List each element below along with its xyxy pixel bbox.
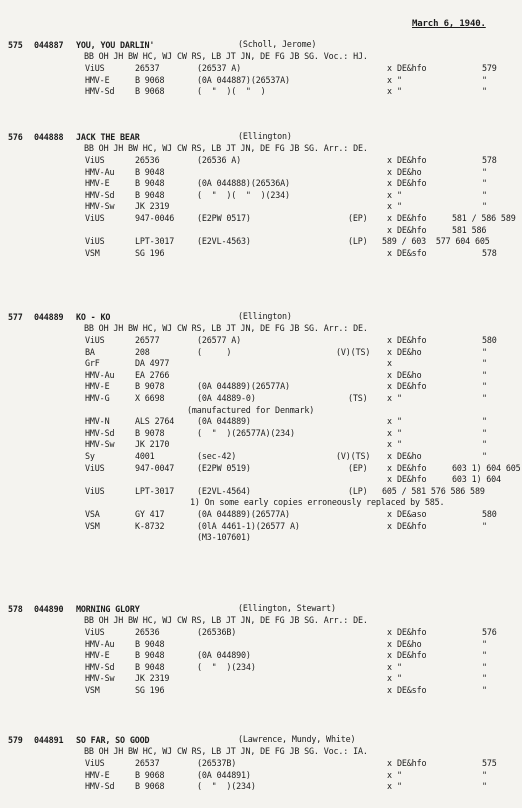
issue-number: JK 2319: [135, 201, 170, 212]
cross-reference: ": [482, 439, 487, 450]
issue-mark: x: [387, 224, 392, 235]
composer-credit: (Ellington): [238, 131, 292, 141]
issue-description: ": [397, 439, 402, 450]
issue-description: ": [397, 661, 402, 672]
issue-description: DE&hfo: [397, 462, 427, 473]
issue-description: DE&hfo: [397, 63, 427, 73]
issue-number: 4001: [135, 451, 155, 461]
matrix-reference: ( " )( " )(234): [197, 189, 290, 200]
session-date: March 6, 1940.: [412, 19, 486, 29]
cross-reference: ": [482, 650, 487, 661]
matrix-reference: (M3-107601): [197, 532, 251, 543]
issue-description: DE&hfo: [397, 758, 427, 768]
issue-number: SG 196: [135, 685, 165, 695]
issue-label: HMV-N: [85, 416, 110, 427]
issue-label: ViUS: [85, 335, 105, 345]
issue-number: B 9068: [135, 86, 165, 97]
issue-number: 947-0046: [135, 213, 175, 223]
issue-label: ViUS: [85, 63, 105, 73]
issue-description: ": [397, 781, 402, 792]
song-title: KO - KO: [76, 312, 111, 322]
issue-description: DE&hfo: [397, 155, 427, 165]
issue-number: ALS 2764: [135, 416, 175, 427]
footnote: 1) On some early copies erroneously replaced by 585.: [190, 497, 445, 508]
issue-number: 26577: [135, 335, 160, 345]
issue-label: HMV-G: [85, 393, 110, 403]
issue-number: B 9048: [135, 638, 165, 649]
issue-mark: x: [387, 462, 392, 473]
issue-number: JK 2319: [135, 673, 170, 684]
cross-reference: ": [482, 346, 487, 357]
cross-reference: ": [482, 178, 487, 189]
issue-label: VSA: [85, 509, 100, 519]
issue-description: DE&hfo: [397, 335, 427, 345]
matrix-seq-number: 577: [8, 312, 23, 322]
issue-label: VSM: [85, 247, 100, 258]
issue-description: DE&ho: [397, 166, 422, 177]
matrix-reference: (0A 44889-0): [197, 393, 256, 403]
issue-mark: x: [387, 439, 392, 450]
issue-label: VSM: [85, 685, 100, 695]
issue-description: ": [397, 74, 402, 85]
issue-number: B 9078: [135, 427, 165, 438]
matrix-reference: (26537B): [197, 758, 237, 768]
matrix-reference: (0A 044889): [197, 416, 251, 427]
matrix-reference: (26537 A): [197, 63, 242, 73]
issue-label: HMV-E: [85, 178, 110, 189]
matrix-reference: (0A 044889)(26577A): [197, 509, 290, 519]
matrix-reference: (26536B): [197, 627, 237, 637]
format-tag: (EP): [348, 213, 368, 223]
issue-description: DE&hfo: [397, 213, 427, 223]
matrix-number: 044887: [34, 40, 64, 50]
issue-number: DA 4977: [135, 358, 170, 369]
issue-label: HMV-Sd: [85, 781, 115, 792]
issue-mark: x: [387, 638, 392, 649]
issue-mark: x: [387, 758, 392, 768]
issue-description: DE&sfo: [397, 685, 427, 695]
cross-reference: ": [482, 781, 487, 792]
issue-label: HMV-E: [85, 650, 110, 661]
issue-label: Sy: [85, 451, 95, 461]
issue-description: ": [397, 201, 402, 212]
issue-mark: x: [387, 213, 392, 223]
matrix-reference: (0A 044889)(26577A): [197, 381, 290, 392]
matrix-reference: (E2VL-4563): [197, 236, 251, 247]
issue-description: DE&hfo: [397, 381, 427, 392]
issue-label: ViUS: [85, 213, 105, 223]
issue-number: GY 417: [135, 509, 165, 519]
issue-mark: x: [387, 781, 392, 792]
matrix-reference: (sec-42): [197, 451, 237, 461]
issue-label: GrF: [85, 358, 100, 369]
composer-credit: (Ellington): [238, 311, 292, 321]
issue-label: HMV-E: [85, 74, 110, 85]
issue-mark: x: [387, 381, 392, 392]
issue-number: B 9068: [135, 769, 165, 780]
cross-reference: ": [482, 520, 487, 531]
issue-mark: x: [387, 335, 392, 345]
cross-reference: ": [482, 685, 487, 695]
issue-mark: x: [387, 155, 392, 165]
issue-description: DE&hfo: [397, 650, 427, 661]
issue-description: DE&aso: [397, 509, 427, 519]
issue-description: ": [397, 416, 402, 427]
issue-number: JK 2170: [135, 439, 170, 450]
issue-mark: x: [387, 346, 392, 357]
cross-reference: ": [482, 451, 487, 461]
issue-description: DE&ho: [397, 638, 422, 649]
issue-number: B 9068: [135, 74, 165, 85]
cross-reference: ": [482, 86, 487, 97]
issue-mark: x: [387, 358, 392, 369]
issue-description: DE&hfo: [397, 474, 427, 485]
matrix-reference: (0A 044888)(26536A): [197, 178, 290, 189]
issue-mark: x: [387, 201, 392, 212]
issue-label: HMV-Au: [85, 638, 115, 649]
issue-mark: x: [387, 427, 392, 438]
issue-description: ": [397, 189, 402, 200]
matrix-number: 044889: [34, 312, 64, 322]
composer-credit: (Lawrence, Mundy, White): [238, 734, 356, 744]
cross-reference: ": [482, 74, 487, 85]
song-title: SO FAR, SO GOOD: [76, 735, 150, 745]
issue-mark: x: [387, 86, 392, 97]
issue-mark: x: [387, 627, 392, 637]
cross-reference: 580: [482, 509, 497, 519]
matrix-reference: ( " )( " ): [197, 86, 266, 97]
issue-description: ": [397, 427, 402, 438]
cross-reference: ": [482, 638, 487, 649]
issue-description: ": [397, 393, 402, 403]
issue-description: 605 / 581 576 586 589: [382, 485, 485, 496]
matrix-reference: (0A 044891): [197, 769, 251, 780]
matrix-reference: (E2VL-4564): [197, 485, 251, 496]
issue-mark: x: [387, 369, 392, 380]
cross-reference: ": [482, 673, 487, 684]
matrix-reference: (0lA 4461-1)(26577 A): [197, 520, 300, 531]
format-tag: (EP): [348, 462, 368, 473]
cross-reference: 603 1) 604: [452, 474, 501, 485]
matrix-seq-number: 579: [8, 735, 23, 745]
matrix-reference: (26577 A): [197, 335, 242, 345]
issue-description: 589 / 603 577 604 605: [382, 236, 490, 247]
issue-description: ": [397, 673, 402, 684]
issue-label: HMV-Sd: [85, 427, 115, 438]
personnel-line: BB OH JH BW HC, WJ CW RS, LB JT JN, DE FG JB SG. Arr.: DE.: [84, 143, 368, 153]
issue-mark: x: [387, 769, 392, 780]
issue-number: B 9048: [135, 189, 165, 200]
issue-number: 26536: [135, 627, 160, 637]
cross-reference: ": [482, 769, 487, 780]
issue-number: LPT-3017: [135, 236, 175, 247]
issue-mark: x: [387, 166, 392, 177]
format-tag: (LP): [348, 236, 368, 247]
issue-label: HMV-E: [85, 381, 110, 392]
cross-reference: ": [482, 166, 487, 177]
personnel-line: BB OH JH BW HC, WJ CW RS, LB JT JN, DE FG JB SG. Voc.: HJ.: [84, 51, 368, 61]
matrix-number: 044891: [34, 735, 64, 745]
issue-number: 26536: [135, 155, 160, 165]
issue-number: B 9048: [135, 661, 165, 672]
issue-mark: x: [387, 520, 392, 531]
issue-description: ": [397, 86, 402, 97]
cross-reference: 581 / 586 589: [452, 213, 516, 223]
issue-label: HMV-Sd: [85, 86, 115, 97]
issue-description: DE&sfo: [397, 247, 427, 258]
issue-number: 26537: [135, 63, 160, 73]
issue-mark: x: [387, 178, 392, 189]
matrix-reference: (manufactured for Denmark): [187, 404, 315, 415]
composer-credit: (Scholl, Jerome): [238, 39, 317, 49]
format-tag: (V)(TS): [336, 451, 371, 461]
composer-credit: (Ellington, Stewart): [238, 603, 336, 613]
matrix-seq-number: 575: [8, 40, 23, 50]
format-tag: (TS): [348, 393, 368, 403]
issue-label: HMV-E: [85, 769, 110, 780]
issue-label: HMV-Sw: [85, 201, 115, 212]
cross-reference: ": [482, 427, 487, 438]
song-title: JACK THE BEAR: [76, 132, 140, 142]
matrix-reference: ( ): [197, 346, 232, 357]
cross-reference: 578: [482, 155, 497, 165]
issue-number: X 6698: [135, 393, 165, 403]
matrix-reference: (E2PW 0519): [197, 462, 251, 473]
format-tag: (LP): [348, 485, 368, 496]
issue-label: HMV-Sd: [85, 189, 115, 200]
issue-description: DE&hfo: [397, 627, 427, 637]
issue-mark: x: [387, 685, 392, 695]
cross-reference: 603 1) 604 605: [452, 462, 521, 473]
issue-mark: x: [387, 661, 392, 672]
cross-reference: ": [482, 661, 487, 672]
issue-number: B 9048: [135, 178, 165, 189]
issue-description: ": [397, 769, 402, 780]
personnel-line: BB OH JH BW HC, WJ CW RS, LB JT JN, DE FG JB SG. Voc.: IA.: [84, 746, 368, 756]
cross-reference: 578: [482, 247, 497, 258]
issue-mark: x: [387, 509, 392, 519]
personnel-line: BB OH JH BW HC, WJ CW RS, LB JT JN, DE FG JB SG. Arr.: DE.: [84, 323, 368, 333]
issue-number: K-8732: [135, 520, 165, 531]
issue-mark: x: [387, 416, 392, 427]
issue-mark: x: [387, 673, 392, 684]
cross-reference: ": [482, 416, 487, 427]
cross-reference: 580: [482, 335, 497, 345]
issue-label: HMV-Sw: [85, 439, 115, 450]
issue-label: BA: [85, 346, 95, 357]
issue-description: DE&ho: [397, 346, 422, 357]
issue-label: HMV-Sd: [85, 661, 115, 672]
issue-description: DE&ho: [397, 369, 422, 380]
issue-label: HMV-Sw: [85, 673, 115, 684]
matrix-seq-number: 576: [8, 132, 23, 142]
matrix-reference: (0A 044887)(26537A): [197, 74, 290, 85]
issue-number: B 9068: [135, 781, 165, 792]
issue-label: ViUS: [85, 155, 105, 165]
issue-description: DE&hfo: [397, 520, 427, 531]
matrix-reference: (0A 044890): [197, 650, 251, 661]
issue-number: 26537: [135, 758, 160, 768]
cross-reference: 575: [482, 758, 497, 768]
cross-reference: 576: [482, 627, 497, 637]
matrix-number: 044890: [34, 604, 64, 614]
issue-mark: x: [387, 474, 392, 485]
issue-description: DE&ho: [397, 451, 422, 461]
issue-mark: x: [387, 74, 392, 85]
issue-number: EA 2766: [135, 369, 170, 380]
issue-number: B 9048: [135, 650, 165, 661]
issue-label: ViUS: [85, 462, 105, 473]
issue-number: 947-0047: [135, 462, 175, 473]
issue-number: B 9048: [135, 166, 165, 177]
matrix-reference: (E2PW 0517): [197, 213, 251, 223]
issue-label: ViUS: [85, 758, 105, 768]
issue-number: LPT-3017: [135, 485, 175, 496]
cross-reference: ": [482, 189, 487, 200]
issue-label: HMV-Au: [85, 166, 115, 177]
matrix-reference: ( " )(26577A)(234): [197, 427, 295, 438]
issue-number: SG 196: [135, 247, 165, 258]
issue-mark: x: [387, 247, 392, 258]
cross-reference: ": [482, 201, 487, 212]
issue-description: DE&hfo: [397, 224, 427, 235]
format-tag: (V)(TS): [336, 346, 371, 357]
cross-reference: 581 586: [452, 224, 487, 235]
issue-description: DE&hfo: [397, 178, 427, 189]
cross-reference: ": [482, 369, 487, 380]
matrix-reference: ( " )(234): [197, 781, 256, 792]
matrix-reference: (26536 A): [197, 155, 242, 165]
issue-mark: x: [387, 451, 392, 461]
issue-mark: x: [387, 650, 392, 661]
issue-number: 208: [135, 346, 150, 357]
issue-mark: x: [387, 63, 392, 73]
matrix-reference: ( " )(234): [197, 661, 256, 672]
personnel-line: BB OH JH BW HC, WJ CW RS, LB JT JN, DE FG JB SG. Arr.: DE.: [84, 615, 368, 625]
cross-reference: ": [482, 381, 487, 392]
issue-label: VSM: [85, 520, 100, 531]
matrix-seq-number: 578: [8, 604, 23, 614]
matrix-number: 044888: [34, 132, 64, 142]
song-title: YOU, YOU DARLIN': [76, 40, 155, 50]
cross-reference: ": [482, 358, 487, 369]
cross-reference: ": [482, 393, 487, 403]
issue-label: ViUS: [85, 236, 105, 247]
issue-label: ViUS: [85, 485, 105, 496]
issue-mark: x: [387, 189, 392, 200]
issue-label: ViUS: [85, 627, 105, 637]
issue-mark: x: [387, 393, 392, 403]
song-title: MORNING GLORY: [76, 604, 140, 614]
issue-label: HMV-Au: [85, 369, 115, 380]
issue-number: B 9078: [135, 381, 165, 392]
cross-reference: 579: [482, 63, 497, 73]
